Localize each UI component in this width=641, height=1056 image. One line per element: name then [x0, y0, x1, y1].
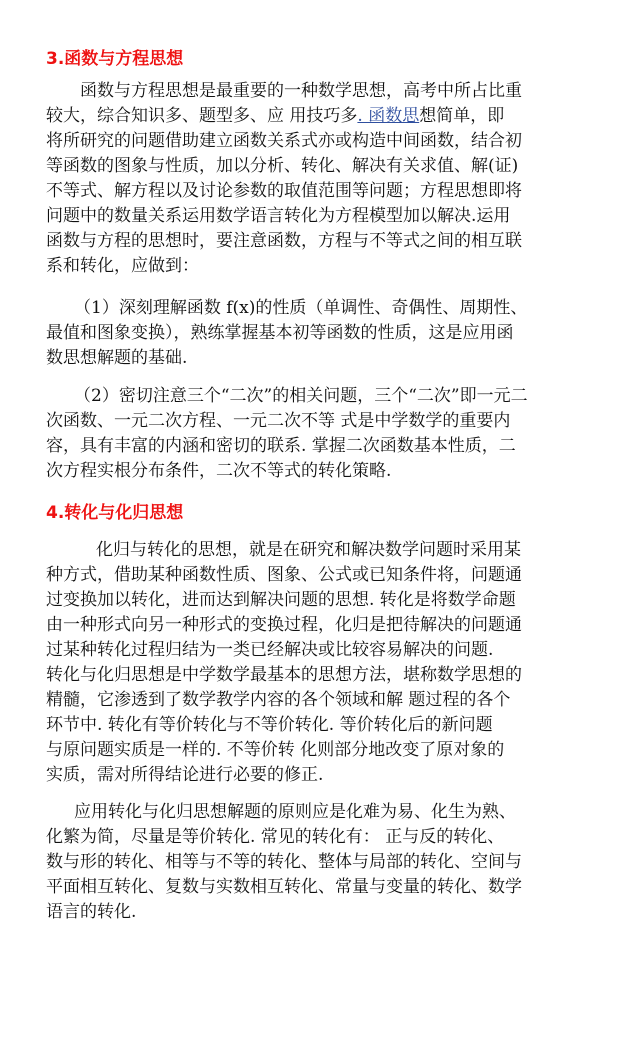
- text-line: 由一种形式向另一种形式的变换过程，化归是把待解决的问题通: [46, 615, 522, 635]
- text-line: 最值和图象变换），熟练掌握基本初等函数的性质，这是应用函: [46, 323, 514, 343]
- text-line: 次方程实根分布条件，二次不等式的转化策略.: [46, 461, 392, 481]
- section-4-paragraph-1: [46, 538, 606, 788]
- text-line: 化归与转化的思想，就是在研究和解决数学问题时采用某: [96, 540, 521, 560]
- text-line: 不等式、解方程以及讨论参数的取值范围等问题；方程思想即将: [46, 181, 522, 201]
- text-line: 平面相互转化、复数与实数相互转化、常量与变量的转化、数学: [46, 877, 522, 897]
- text-line: 函数与方程的思想时，要注意函数，方程与不等式之间的相互联: [46, 231, 522, 251]
- text-line: 种方式，借助某种函数性质、图象、公式或已知条件将，问题通: [46, 565, 522, 585]
- section-4-paragraph-2: [46, 800, 606, 925]
- section-3-item-1: [46, 296, 606, 371]
- text-line: 将所研究的问题借助建立函数关系式亦或构造中间函数，结合初: [46, 131, 522, 151]
- text-line: 语言的转化.: [46, 902, 137, 922]
- text-line: 化繁为简，尽量是等价转化. 常见的转化有： 正与反的转化、: [46, 827, 505, 847]
- text-line: 实质，需对所得结论进行必要的修正.: [46, 765, 324, 785]
- section-3-paragraph: [46, 79, 606, 279]
- text-line: 问题中的数量关系运用数学语言转化为方程模型加以解决.运用: [46, 206, 511, 226]
- text-line: 系和转化，应做到：: [46, 256, 199, 276]
- text-line: 与原问题实质是一样的. 不等价转 化则部分地改变了原对象的: [46, 740, 505, 760]
- text-segment: 想简单，即: [419, 106, 505, 126]
- text-line: [46, 104, 606, 129]
- text-line: 应用转化与化归思想解题的原则应是化难为易、化生为熟、: [74, 802, 516, 822]
- section-4-heading: 4.转化与化归思想: [46, 503, 184, 523]
- text-line: 数思想解题的基础.: [46, 348, 188, 368]
- text-line: （1）深刻理解函数 f(x)的性质（单调性、奇偶性、周期性、: [74, 298, 528, 318]
- text-line: 过变换加以转化，进而达到解决问题的思想. 转化是将数学命题: [46, 590, 516, 610]
- text-line: 过某种转化过程归结为一类已经解决或比较容易解决的问题.: [46, 640, 494, 660]
- text-line: 次函数、一元二次方程、一元二次不等 式是中学数学的重要内: [46, 411, 511, 431]
- text-line: （2）密切注意三个“二次”的相关问题，三个“二次”即一元二: [74, 386, 528, 406]
- text-segment: 较大，综合知识多、题型多、应 用技巧多: [46, 106, 358, 126]
- text-line: 数与形的转化、相等与不等的转化、整体与局部的转化、空间与: [46, 852, 522, 872]
- section-3-heading: 3.函数与方程思想: [46, 49, 184, 69]
- inline-link[interactable]: . 函数思: [357, 106, 420, 126]
- text-line: 函数与方程思想是最重要的一种数学思想，高考中所占比重: [80, 81, 522, 101]
- text-line: 环节中. 转化有等价转化与不等价转化. 等价转化后的新问题: [46, 715, 493, 735]
- section-3-item-2: [46, 384, 606, 484]
- text-line: 容，具有丰富的内涵和密切的联系. 掌握二次函数基本性质，二: [46, 436, 516, 456]
- text-line: 等函数的图象与性质，加以分析、转化、解决有关求值、解(证): [46, 156, 519, 176]
- text-line: 转化与化归思想是中学数学最基本的思想方法，堪称数学思想的: [46, 665, 522, 685]
- text-line: 精髓，它渗透到了数学教学内容的各个领域和解 题过程的各个: [46, 690, 511, 710]
